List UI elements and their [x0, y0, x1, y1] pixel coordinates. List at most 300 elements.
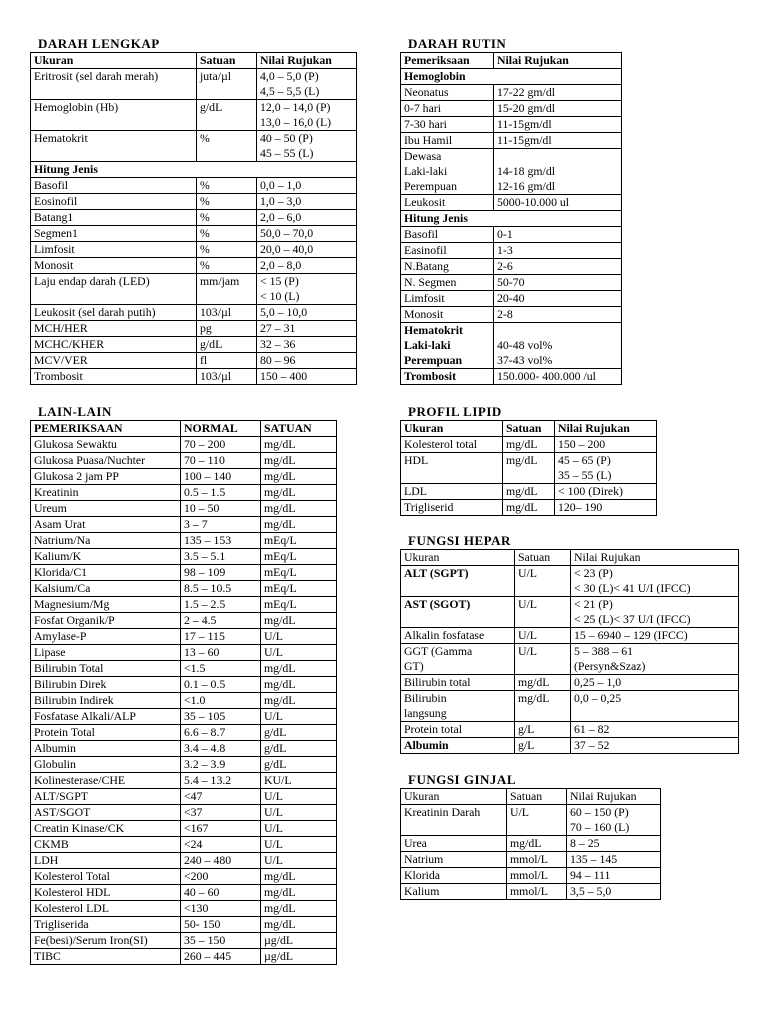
table-cell: <1.5	[181, 661, 261, 677]
table-row	[31, 821, 337, 837]
table-profil-lipid	[400, 420, 657, 516]
table-fungsi-hepar	[400, 549, 739, 754]
table-cell: 1.5 – 2.5	[181, 597, 261, 613]
table-cell: 12,0 – 14,0 (P) 13,0 – 16,0 (L)	[257, 100, 357, 131]
table-cell: Monosit	[31, 258, 197, 274]
table-fungsi-ginjal	[400, 788, 661, 900]
table-cell: Fosfatase Alkali/ALP	[31, 709, 181, 725]
table-cell: %	[197, 131, 257, 162]
table-cell: 60 – 150 (P) 70 – 160 (L)	[567, 805, 661, 836]
table-row	[31, 677, 337, 693]
table-cell: 150.000- 400.000 /ul	[494, 369, 622, 385]
table-row	[401, 259, 622, 275]
table-cell: Limfosit	[31, 242, 197, 258]
table-row	[31, 757, 337, 773]
table-cell: Hemoglobin (Hb)	[31, 100, 197, 131]
table-cell: Amylase-P	[31, 629, 181, 645]
table-cell: <1.0	[181, 693, 261, 709]
table-cell: MCH/HER	[31, 321, 197, 337]
table-cell: Alkalin fosfatase	[401, 628, 515, 644]
table-cell: N.Batang	[401, 259, 494, 275]
table-cell: Urea	[401, 836, 507, 852]
table-cell: Natrium	[401, 852, 507, 868]
table-cell: <37	[181, 805, 261, 821]
table-row	[401, 805, 661, 836]
table-row	[31, 869, 337, 885]
table-row	[401, 243, 622, 259]
table-cell: mg/dL	[261, 613, 337, 629]
table-row	[31, 274, 357, 305]
table-cell: Dewasa Laki-laki Perempuan	[401, 149, 494, 195]
table-row	[31, 693, 337, 709]
table-cell: Kolesterol LDL	[31, 901, 181, 917]
table-cell: 11-15gm/dl	[494, 133, 622, 149]
table-cell: 4,0 – 5,0 (P) 4,5 – 5,5 (L)	[257, 69, 357, 100]
table-row	[401, 275, 622, 291]
table-cell: 40-48 vol% 37-43 vol%	[494, 323, 622, 369]
table-row	[31, 549, 337, 565]
table-cell: 3.2 – 3.9	[181, 757, 261, 773]
column-header: Satuan	[507, 789, 567, 805]
table-cell: µg/dL	[261, 933, 337, 949]
table-cell: Eosinofil	[31, 194, 197, 210]
table-row	[401, 884, 661, 900]
table-row	[31, 258, 357, 274]
table-cell: Trombosit	[401, 369, 494, 385]
table-cell: Asam Urat	[31, 517, 181, 533]
table-row	[401, 644, 739, 675]
table-cell: 100 – 140	[181, 469, 261, 485]
section-profil-lipid	[400, 404, 657, 516]
table-row	[31, 885, 337, 901]
table-cell: TIBC	[31, 949, 181, 965]
table-row	[401, 369, 622, 385]
subheader-row	[31, 162, 357, 178]
table-row	[401, 836, 661, 852]
table-row	[401, 566, 739, 597]
table-cell: Albumin	[401, 738, 515, 754]
table-cell: 0,25 – 1,0	[571, 675, 739, 691]
table-cell: %	[197, 178, 257, 194]
table-cell: Glukosa 2 jam PP	[31, 469, 181, 485]
table-cell: 135 – 153	[181, 533, 261, 549]
table-cell: mEq/L	[261, 597, 337, 613]
table-cell: mg/dL	[515, 691, 571, 722]
table-cell: mmol/L	[507, 868, 567, 884]
table-cell: mg/dL	[261, 485, 337, 501]
table-cell: 70 – 110	[181, 453, 261, 469]
table-cell: U/L	[515, 597, 571, 628]
table-row	[31, 949, 337, 965]
table-cell: 1,0 – 3,0	[257, 194, 357, 210]
table-cell: 1-3	[494, 243, 622, 259]
table-cell: mg/dL	[261, 693, 337, 709]
table-row	[31, 853, 337, 869]
table-lain-lain	[30, 420, 337, 965]
table-cell: 2 – 4.5	[181, 613, 261, 629]
table-cell: fl	[197, 353, 257, 369]
table-row	[401, 722, 739, 738]
table-cell: 11-15gm/dl	[494, 117, 622, 133]
table-cell: Bilirubin total	[401, 675, 515, 691]
table-row	[31, 321, 357, 337]
table-row	[401, 195, 622, 211]
table-cell: 98 – 109	[181, 565, 261, 581]
table-cell: mg/dL	[503, 437, 555, 453]
table-cell: ALT (SGPT)	[401, 566, 515, 597]
table-cell: mmol/L	[507, 852, 567, 868]
table-cell: KU/L	[261, 773, 337, 789]
table-cell: 15 – 6940 – 129 (IFCC)	[571, 628, 739, 644]
table-cell: Limfosit	[401, 291, 494, 307]
table-row	[31, 597, 337, 613]
table-cell: U/L	[515, 644, 571, 675]
table-row	[31, 242, 357, 258]
table-cell: Klorida	[401, 868, 507, 884]
table-cell: 20,0 – 40,0	[257, 242, 357, 258]
table-cell: U/L	[261, 821, 337, 837]
table-cell: 0.5 – 1.5	[181, 485, 261, 501]
table-cell: mg/dL	[503, 453, 555, 484]
table-cell: 6.6 – 8.7	[181, 725, 261, 741]
table-cell: g/dL	[197, 100, 257, 131]
table-cell: 5000-10.000 ul	[494, 195, 622, 211]
table-cell: mm/jam	[197, 274, 257, 305]
column-header: Nilai Rujukan	[555, 421, 657, 437]
table-cell: Easinofil	[401, 243, 494, 259]
table-row	[31, 501, 337, 517]
table-cell: mg/dL	[507, 836, 567, 852]
table-row	[401, 117, 622, 133]
table-row	[401, 149, 622, 195]
table-cell: 80 – 96	[257, 353, 357, 369]
table-cell: Kalium	[401, 884, 507, 900]
table-cell: %	[197, 226, 257, 242]
table-cell: Monosit	[401, 307, 494, 323]
table-row	[401, 101, 622, 117]
table-cell: 5 – 388 – 61 (Persyn&Szaz)	[571, 644, 739, 675]
table-row	[31, 629, 337, 645]
table-cell: Bilirubin Indirek	[31, 693, 181, 709]
table-row	[31, 581, 337, 597]
table-cell: 5,0 – 10,0	[257, 305, 357, 321]
table-cell: mg/dL	[261, 885, 337, 901]
table-cell: <24	[181, 837, 261, 853]
table-cell: mg/dL	[261, 901, 337, 917]
table-row	[401, 484, 657, 500]
table-cell: Trigliserida	[31, 917, 181, 933]
table-row	[31, 437, 337, 453]
table-cell: Laju endap darah (LED)	[31, 274, 197, 305]
table-cell: <130	[181, 901, 261, 917]
table-darah-lengkap	[30, 52, 357, 385]
table-row	[31, 369, 357, 385]
column-header: Ukuran	[401, 550, 515, 566]
table-cell: < 23 (P) < 30 (L)< 41 U/I (IFCC)	[571, 566, 739, 597]
table-cell: <47	[181, 789, 261, 805]
table-cell: %	[197, 258, 257, 274]
table-cell: Globulin	[31, 757, 181, 773]
table-cell: 5.4 – 13.2	[181, 773, 261, 789]
table-row	[401, 691, 739, 722]
table-cell: 2,0 – 8,0	[257, 258, 357, 274]
table-row	[401, 597, 739, 628]
table-cell: mg/dL	[503, 484, 555, 500]
table-cell: 50,0 – 70,0	[257, 226, 357, 242]
table-cell: mg/dL	[261, 437, 337, 453]
table-cell: mg/dL	[261, 917, 337, 933]
table-cell: HDL	[401, 453, 503, 484]
table-cell: juta/µl	[197, 69, 257, 100]
table-cell: 32 – 36	[257, 337, 357, 353]
table-cell: Leukosit	[401, 195, 494, 211]
table-cell: mEq/L	[261, 581, 337, 597]
subheader-cell: Hitung Jenis	[31, 162, 357, 178]
table-cell: 17 – 115	[181, 629, 261, 645]
table-header-row	[401, 550, 739, 566]
table-cell: 15-20 gm/dl	[494, 101, 622, 117]
section-title-profil-lipid: PROFIL LIPID	[408, 404, 502, 419]
table-cell: g/L	[515, 738, 571, 754]
table-cell: Ibu Hamil	[401, 133, 494, 149]
table-cell: Lipase	[31, 645, 181, 661]
table-row	[401, 868, 661, 884]
table-cell: g/dL	[261, 725, 337, 741]
subheader-cell: Hemoglobin	[401, 69, 622, 85]
table-cell: 17-22 gm/dl	[494, 85, 622, 101]
table-cell: 40 – 50 (P) 45 – 55 (L)	[257, 131, 357, 162]
table-row	[401, 500, 657, 516]
section-fungsi-ginjal	[400, 772, 661, 900]
table-cell: 10 – 50	[181, 501, 261, 517]
table-row	[401, 738, 739, 754]
table-cell: MCV/VER	[31, 353, 197, 369]
table-row	[401, 628, 739, 644]
table-cell: mg/dL	[261, 501, 337, 517]
table-row	[31, 485, 337, 501]
column-header: Ukuran	[31, 53, 197, 69]
table-cell: U/L	[261, 853, 337, 869]
table-cell: mg/dL	[261, 453, 337, 469]
table-cell: 0,0 – 0,25	[571, 691, 739, 722]
table-cell: Kreatinin	[31, 485, 181, 501]
table-row	[31, 917, 337, 933]
table-row	[31, 709, 337, 725]
table-cell: Basofil	[31, 178, 197, 194]
table-cell: 3,5 – 5,0	[567, 884, 661, 900]
table-darah-rutin	[400, 52, 622, 385]
table-cell: Protein Total	[31, 725, 181, 741]
table-cell: U/L	[515, 628, 571, 644]
table-cell: <200	[181, 869, 261, 885]
table-row	[401, 852, 661, 868]
table-cell: Bilirubin langsung	[401, 691, 515, 722]
table-row	[31, 645, 337, 661]
table-cell: 240 – 480	[181, 853, 261, 869]
table-row	[401, 133, 622, 149]
table-row	[31, 69, 357, 100]
table-row	[401, 307, 622, 323]
table-cell: %	[197, 194, 257, 210]
table-cell: < 100 (Direk)	[555, 484, 657, 500]
table-cell: MCHC/KHER	[31, 337, 197, 353]
table-cell: %	[197, 242, 257, 258]
table-cell: Kreatinin Darah	[401, 805, 507, 836]
table-cell: 150 – 200	[555, 437, 657, 453]
table-row	[31, 305, 357, 321]
table-cell: <167	[181, 821, 261, 837]
table-cell: 0-7 hari	[401, 101, 494, 117]
table-row	[31, 741, 337, 757]
column-header: Nilai Rujukan	[494, 53, 622, 69]
table-cell: mg/dL	[261, 677, 337, 693]
table-cell: 8 – 25	[567, 836, 661, 852]
table-row	[31, 613, 337, 629]
column-header: NORMAL	[181, 421, 261, 437]
table-cell: 0-1	[494, 227, 622, 243]
table-cell: U/L	[261, 805, 337, 821]
section-title-fungsi-ginjal: FUNGSI GINJAL	[408, 772, 516, 787]
table-cell: Kolesterol total	[401, 437, 503, 453]
table-row	[31, 565, 337, 581]
table-row	[31, 533, 337, 549]
table-row	[31, 100, 357, 131]
table-header-row	[401, 421, 657, 437]
table-cell: Klorida/C1	[31, 565, 181, 581]
table-row	[31, 933, 337, 949]
table-cell: 3.4 – 4.8	[181, 741, 261, 757]
table-row	[31, 337, 357, 353]
table-cell: CKMB	[31, 837, 181, 853]
table-cell: 35 – 150	[181, 933, 261, 949]
table-cell: Fosfat Organik/P	[31, 613, 181, 629]
table-cell: AST/SGOT	[31, 805, 181, 821]
column-header: Nilai Rujukan	[257, 53, 357, 69]
table-cell: Kolesterol HDL	[31, 885, 181, 901]
table-cell: Segmen1	[31, 226, 197, 242]
table-cell: Magnesium/Mg	[31, 597, 181, 613]
column-header: PEMERIKSAAN	[31, 421, 181, 437]
section-darah-lengkap	[30, 36, 357, 385]
table-row	[31, 226, 357, 242]
table-row	[401, 675, 739, 691]
table-row	[31, 661, 337, 677]
table-cell: 50-70	[494, 275, 622, 291]
section-title-fungsi-hepar: FUNGSI HEPAR	[408, 533, 511, 548]
table-cell: mg/dL	[515, 675, 571, 691]
table-cell: Glukosa Sewaktu	[31, 437, 181, 453]
table-cell: < 15 (P) < 10 (L)	[257, 274, 357, 305]
table-cell: Eritrosit (sel darah merah)	[31, 69, 197, 100]
section-fungsi-hepar	[400, 533, 739, 754]
table-row	[31, 178, 357, 194]
table-cell: Hematokrit	[31, 131, 197, 162]
subheader-row	[401, 211, 622, 227]
table-cell: g/dL	[197, 337, 257, 353]
table-cell: 50- 150	[181, 917, 261, 933]
table-cell: 37 – 52	[571, 738, 739, 754]
table-cell: 3.5 – 5.1	[181, 549, 261, 565]
table-cell: 2-8	[494, 307, 622, 323]
table-row	[31, 210, 357, 226]
table-cell: 103/µl	[197, 369, 257, 385]
table-cell: U/L	[261, 645, 337, 661]
subheader-row	[401, 69, 622, 85]
table-cell: 150 – 400	[257, 369, 357, 385]
table-cell: Protein total	[401, 722, 515, 738]
table-cell: Basofil	[401, 227, 494, 243]
table-cell: Kolesterol Total	[31, 869, 181, 885]
table-row	[401, 453, 657, 484]
table-cell: g/dL	[261, 741, 337, 757]
table-cell: mEq/L	[261, 533, 337, 549]
column-header: Nilai Rujukan	[571, 550, 739, 566]
table-cell: 0,0 – 1,0	[257, 178, 357, 194]
table-cell: mg/dL	[261, 661, 337, 677]
table-cell: Fe(besi)/Serum Iron(SI)	[31, 933, 181, 949]
table-cell: Kalium/K	[31, 549, 181, 565]
table-row	[31, 453, 337, 469]
table-header-row	[401, 53, 622, 69]
table-cell: U/L	[261, 789, 337, 805]
table-cell: U/L	[261, 629, 337, 645]
table-row	[401, 323, 622, 369]
table-header-row	[31, 421, 337, 437]
table-row	[31, 725, 337, 741]
section-lain-lain	[30, 404, 337, 965]
table-cell: %	[197, 210, 257, 226]
table-cell: Kolinesterase/CHE	[31, 773, 181, 789]
table-cell: Trigliserid	[401, 500, 503, 516]
table-cell: Trombosit	[31, 369, 197, 385]
table-cell: LDH	[31, 853, 181, 869]
table-cell: mg/dL	[261, 869, 337, 885]
table-cell: 120– 190	[555, 500, 657, 516]
column-header: Ukuran	[401, 789, 507, 805]
table-cell: 0.1 – 0.5	[181, 677, 261, 693]
table-cell: U/L	[261, 837, 337, 853]
table-cell: g/dL	[261, 757, 337, 773]
table-cell: Glukosa Puasa/Nuchter	[31, 453, 181, 469]
table-cell: 135 – 145	[567, 852, 661, 868]
table-header-row	[401, 789, 661, 805]
table-row	[401, 437, 657, 453]
table-cell: Natrium/Na	[31, 533, 181, 549]
table-cell: AST (SGOT)	[401, 597, 515, 628]
table-row	[401, 291, 622, 307]
table-cell: 70 – 200	[181, 437, 261, 453]
table-cell: mg/dL	[261, 469, 337, 485]
table-cell: 8.5 – 10.5	[181, 581, 261, 597]
table-row	[401, 85, 622, 101]
table-row	[31, 469, 337, 485]
table-row	[31, 837, 337, 853]
table-row	[401, 227, 622, 243]
table-cell: N. Segmen	[401, 275, 494, 291]
subheader-cell: Hitung Jenis	[401, 211, 622, 227]
table-cell: U/L	[515, 566, 571, 597]
table-cell: Albumin	[31, 741, 181, 757]
table-cell: Leukosit (sel darah putih)	[31, 305, 197, 321]
table-cell: Creatin Kinase/CK	[31, 821, 181, 837]
column-header: SATUAN	[261, 421, 337, 437]
table-header-row	[31, 53, 357, 69]
table-cell: mg/dL	[261, 517, 337, 533]
table-cell: mEq/L	[261, 565, 337, 581]
section-title-lain-lain: LAIN-LAIN	[38, 404, 112, 419]
table-cell: 40 – 60	[181, 885, 261, 901]
table-row	[31, 789, 337, 805]
